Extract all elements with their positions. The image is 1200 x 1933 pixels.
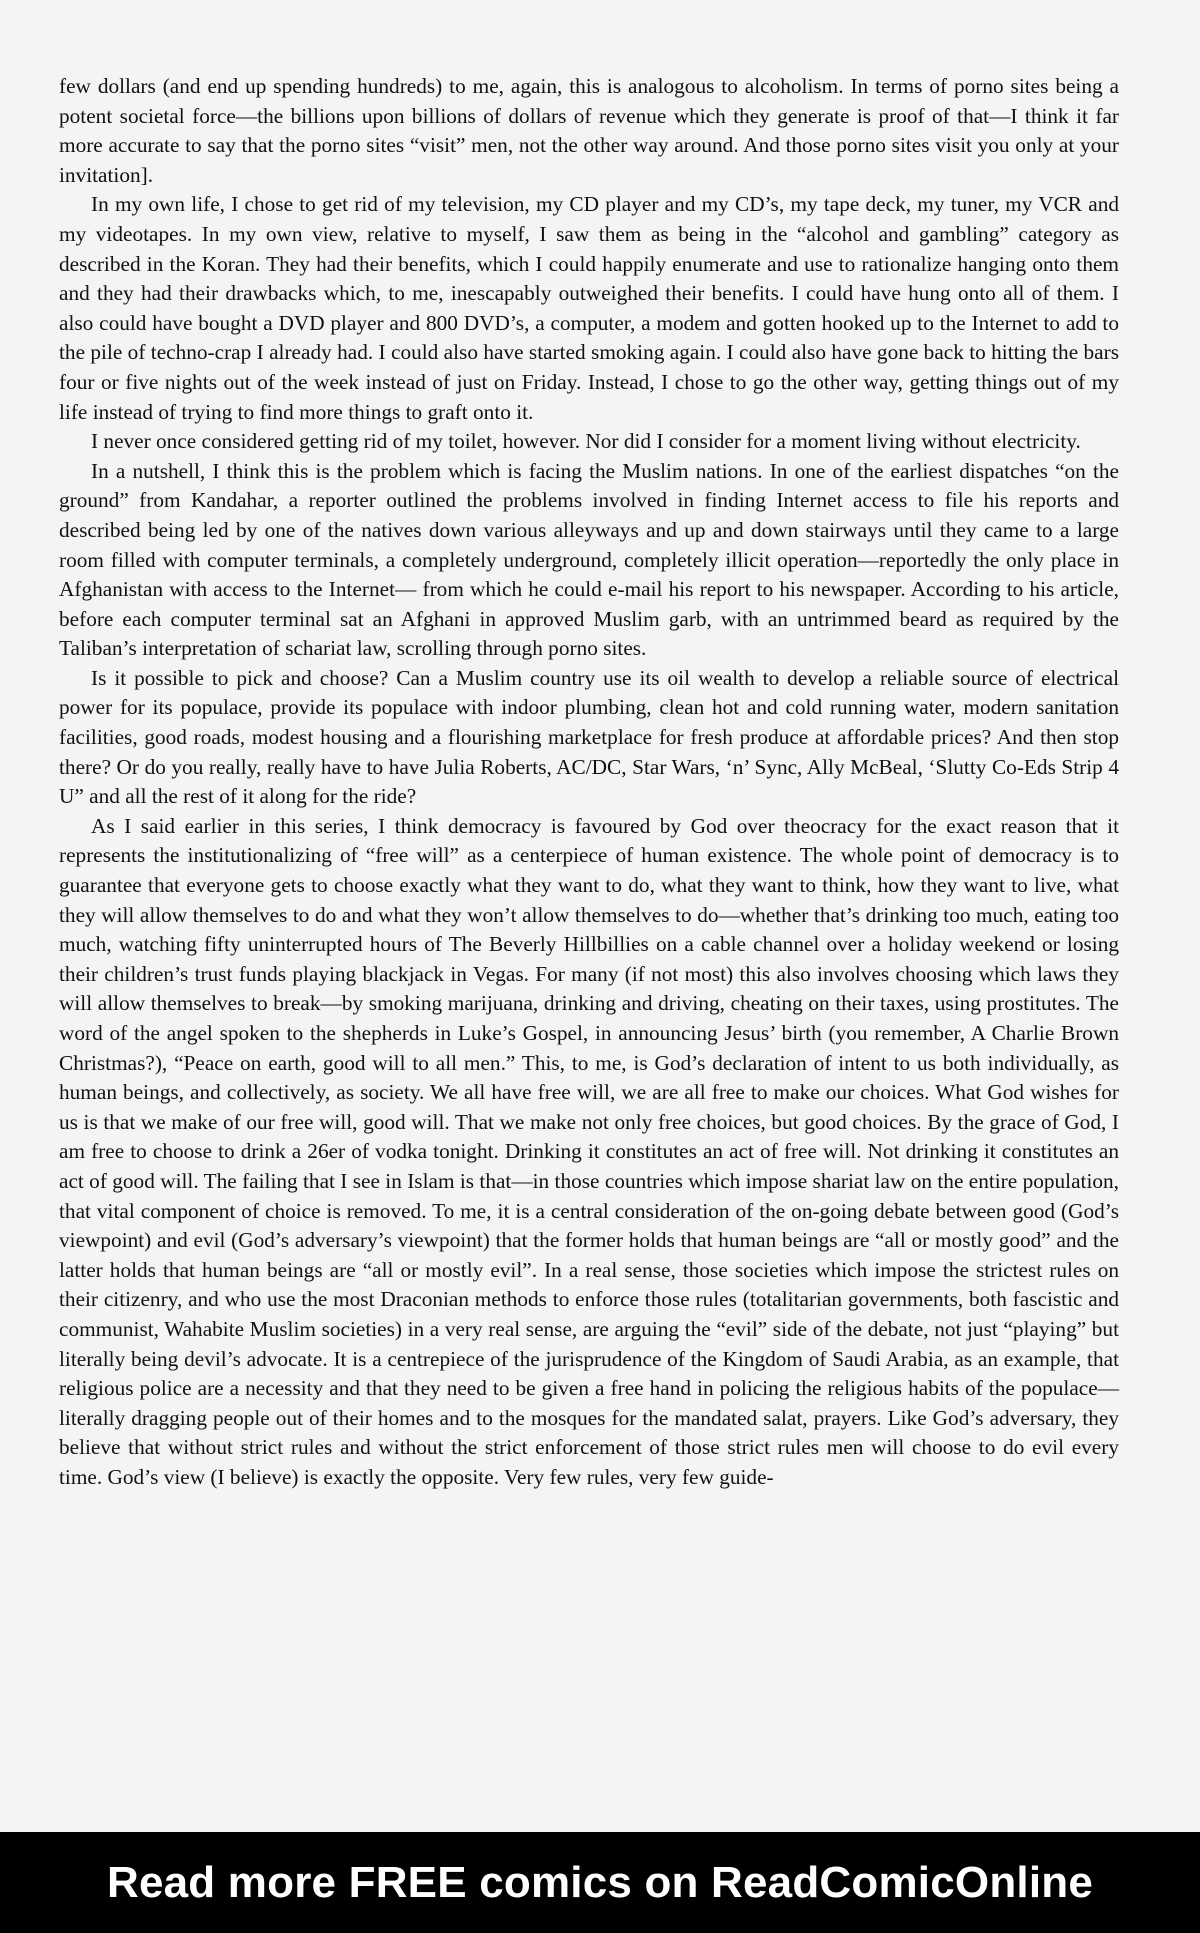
paragraph-6: As I said earlier in this series, I think democracy is favoured by God over theocracy for the exact reason that it represents the institutionalizing of “free will” as a centerpiece of human existence. The whole point of democracy is to guarantee that everyone gets to choose exactly what they want to do, what they want to think, how they want to live, what they will allow themselves to do and what they won’t allow themselves to do—whether that’s drinking too much, eating too much, watching fifty uninterrupted hours of The Beverly Hillbillies on a cable channel over a holiday weekend or losing their children’s trust funds playing blackjack in Vegas. For many (if not most) this also involves choosing which laws they will allow themselves to break—by smoking marijuana, drinking and driving, cheating on their taxes, using prostitutes. The word of the angel spoken to the shepherds in Luke’s Gospel, in announcing Jesus’ birth (you remember, A Charlie Brown Christmas?), “Peace on earth, good will to all men.” This, to me, is God’s declaration of intent to us both individually, as human beings, and collectively, as society. We all have free will, we are all free to make our choices. What God wishes for us is that we make of our free will, good will. That we make not only free choices, but good choices. By the grace of God, I am free to choose to drink a 26er of vodka tonight. Drinking it constitutes an act of free will. Not drinking it constitutes an act of good will. The failing that I see in Islam is that—in those countries which impose shariat law on the entire population, that vital component of choice is removed. To me, it is a central consideration of the on-going debate between good (God’s viewpoint) and evil (God’s adversary’s viewpoint) that the former holds that human beings are “all or mostly good” and the latter holds that human beings are “all or mostly evil”. In a real sense, those societies which impose the strictest rules on their citizenry, and who use the most Draconian methods to enforce those rules (totalitarian governments, both fascistic and communist, Wahabite Muslim societies) in a very real sense, are arguing the “evil” side of the debate, not just “playing” but literally being devil’s advocate. It is a centrepiece of the jurisprudence of the Kingdom of Saudi Arabia, as an example, that religious police are a necessity and that they need to be given a free hand in policing the religious habits of the populace—literally dragging people out of their homes and to the mosques for the mandated salat, prayers. Like God’s adversary, they believe that without strict rules and without the strict enforcement of those strict rules men will choose to do evil every time. God’s view (I believe) is exactly the opposite. Very few rules, very few guide- xyxy=(59,813,1119,1489)
footer-banner[interactable] xyxy=(0,1832,1200,1933)
paragraph-5: Is it possible to pick and choose? Can a Muslim country use its oil wealth to develop a reliable source of electrical power for its populace, provide its populace with indoor plumbing, clean hot and cold running water, modern sanitation facilities, good roads, modest housing and a flourishing marketplace for fresh produce at affordable prices? And then stop there? Or do you really, really have to have Julia Roberts, AC/DC, Star Wars, ‘n’ Sync, Ally McBeal, ‘Slutty Co-Eds Strip 4 U” and all the rest of it along for the ride? xyxy=(59,665,1119,809)
footer-link-text[interactable]: Read more FREE comics on ReadComicOnline xyxy=(106,1857,1093,1907)
paragraph-4: In a nutshell, I think this is the problem which is facing the Muslim nations. In one of the earliest dispatches “on the ground” from Kandahar, a reporter outlined the problems involved in finding Internet access to file his reports and described being led by one of the natives down various alleyways and up and down stairways until they came to a large room filled with computer terminals, a completely underground, completely illicit operation—reportedly the only place in Afghanistan with access to the Internet— from which he could e-mail his report to his newspaper. According to his article, before each computer terminal sat an Afghani in approved Muslim garb, with an untrimmed beard as required by the Taliban’s interpretation of schariat law, scrolling through porno sites. xyxy=(59,458,1119,661)
paragraph-1: few dollars (and end up spending hundreds) to me, again, this is analogous to alcoholism. In terms of porno sites being a potent societal force—the billions upon billions of dollars of revenue which they generate is proof of that—I think it far more accurate to say that the porno sites “visit” men, not the other way around. And those porno sites visit you only at your invitation]. xyxy=(59,74,1119,187)
paragraph-3: I never once considered getting rid of my toilet, however. Nor did I consider for a moment living without electricity. xyxy=(91,429,1081,454)
body-text xyxy=(59,72,1119,1493)
paragraph-2: In my own life, I chose to get rid of my television, my CD player and my CD’s, my tape deck, my tuner, my VCR and my videotapes. In my own view, relative to myself, I saw them as being in the “alcohol and gambling” category as described in the Koran. They had their benefits, which I could happily enumerate and use to rationalize hanging onto them and they had their drawbacks which, to me, inescapably outweighed their benefits. I could have hung onto all of them. I also could have bought a DVD player and 800 DVD’s, a computer, a modem and gotten hooked up to the Internet to add to the pile of techno-crap I already had. I could also have started smoking again. I could also have gone back to hitting the bars four or five nights out of the week instead of just on Friday. Instead, I chose to go the other way, getting things out of my life instead of trying to find more things to graft onto it. xyxy=(59,192,1119,424)
